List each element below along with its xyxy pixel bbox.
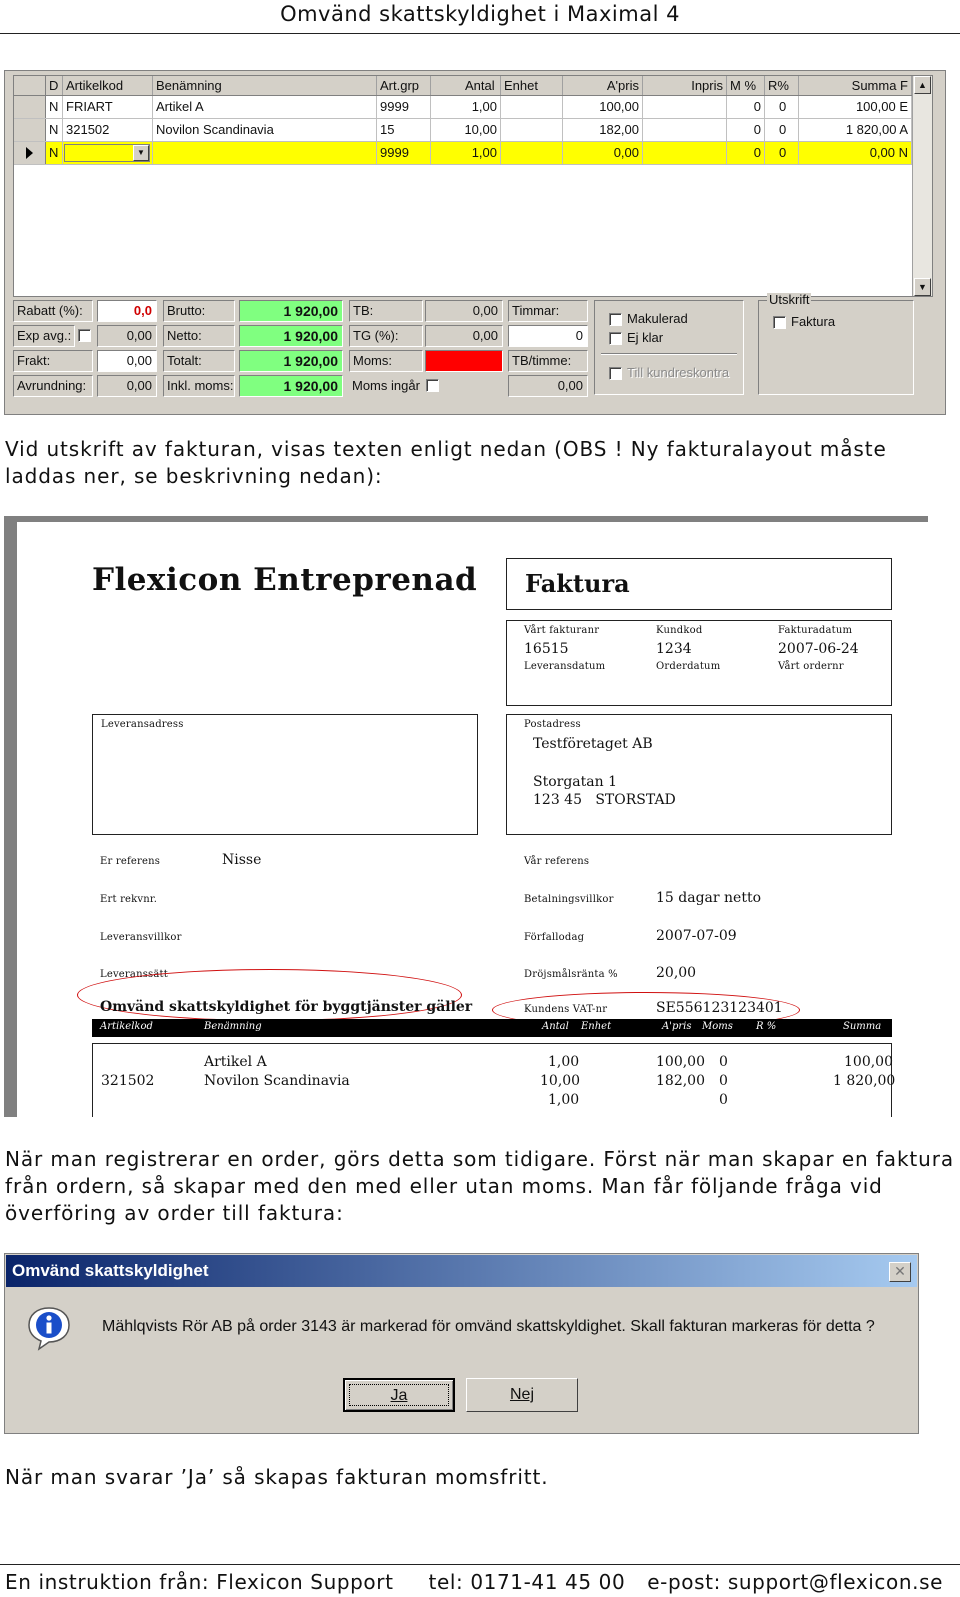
tb-label: TB:	[349, 300, 423, 322]
chevron-down-icon[interactable]: ▼	[133, 145, 149, 161]
order-window-screenshot	[4, 70, 946, 415]
col-antal[interactable]: Antal	[431, 76, 501, 95]
invoice-title: Faktura	[525, 569, 630, 598]
tbtimme-label: TB/timme:	[508, 350, 588, 372]
footer-email[interactable]: e-post: support@flexicon.se	[647, 1570, 943, 1594]
grid-row[interactable]: N FRIART Artikel A 9999 1,00 100,00 0 0 100,00 E	[14, 96, 912, 119]
tb-value: 0,00	[425, 300, 503, 322]
totalt-label: Totalt:	[163, 350, 235, 372]
address-street: Storgatan 1	[533, 774, 617, 790]
invoice-date: 2007-06-24	[778, 641, 859, 657]
drojsmalsranta: 20,00	[656, 965, 697, 981]
customer-code: 1234	[656, 641, 692, 657]
footer-phone: tel: 0171-41 45 00	[428, 1570, 626, 1594]
ejklar-label: Ej klar	[627, 330, 664, 345]
dialog-message: Mählqvists Rör AB på order 3143 är markerad för omvänd skattskyldighet. Skall fakturan markeras för detta ?	[102, 1318, 875, 1335]
page-title: Omvänd skattskyldighet i Maximal 4	[0, 0, 960, 34]
netto-label: Netto:	[163, 325, 235, 347]
betalningsvillkor: 15 dagar netto	[656, 890, 762, 906]
expavg-label: Exp avg.:	[13, 325, 75, 347]
paragraph-1: Vid utskrift av fakturan, visas texten enligt nedan (OBS ! Ny fakturalayout måste laddas ner, se beskrivning nedan):	[5, 437, 887, 488]
col-summa[interactable]: Summa F	[799, 76, 912, 95]
tg-label: TG (%):	[349, 325, 423, 347]
status-group	[594, 300, 744, 395]
invoice-columns-bar: Artikelkod Benämning Antal Enhet A'pris Moms R % Summa	[92, 1019, 892, 1037]
netto-value: 1 920,00	[239, 325, 343, 347]
momsingar-checkbox[interactable]	[426, 379, 439, 392]
scroll-down-icon[interactable]: ▼	[914, 278, 931, 296]
tbtimme-value: 0,00	[508, 375, 588, 397]
timmar-label: Timmar:	[508, 300, 588, 322]
avrundning-label: Avrundning:	[13, 375, 93, 397]
omvand-notice: Omvänd skattskyldighet för byggtjänster gäller	[100, 999, 473, 1015]
paragraph-3: När man svarar ’Ja’ så skapas fakturan momsfritt.	[5, 1465, 549, 1489]
expavg-checkbox[interactable]	[78, 329, 91, 342]
dialog-titlebar[interactable]	[6, 1255, 917, 1287]
expavg-field: 0,00	[97, 325, 157, 347]
col-apris[interactable]: A'pris	[563, 76, 643, 95]
footer-divider	[0, 1564, 960, 1565]
grid-row[interactable]: N 321502 Novilon Scandinavia 15 10,00 182,00 0 0 1 820,00 A	[14, 119, 912, 142]
er-referens: Nisse	[222, 852, 262, 868]
forfallodag: 2007-07-09	[656, 928, 737, 944]
faktura-label: Faktura	[791, 314, 836, 329]
col-artikelkod[interactable]: Artikelkod	[63, 76, 153, 95]
order-rows-grid[interactable]	[13, 75, 933, 297]
rabatt-field[interactable]: 0,0	[97, 300, 157, 322]
invoice-title-box	[506, 558, 892, 610]
no-button[interactable]: Nej	[466, 1378, 578, 1412]
avrundning-field: 0,00	[97, 375, 157, 397]
col-r[interactable]: R%	[765, 76, 799, 95]
paragraph-2: När man registrerar en order, görs detta som tidigare. Först när man skapar en faktura från ordern, så skapar med den med eller utan moms. Man får följande fråga vid överföring av order till faktura:	[5, 1147, 955, 1225]
dialog-title: Omvänd skattskyldighet	[12, 1261, 209, 1280]
moms-label: Moms:	[349, 350, 423, 372]
page-footer	[5, 1570, 943, 1594]
momsingar-label: Moms ingår	[352, 378, 420, 393]
address-city: 123 45 STORSTAD	[533, 792, 676, 808]
col-enhet[interactable]: Enhet	[501, 76, 563, 95]
utskrift-group	[758, 292, 914, 395]
address-name: Testföretaget AB	[533, 736, 653, 752]
vat-number: SE556123123401	[656, 1000, 783, 1016]
ejklar-checkbox[interactable]	[609, 332, 622, 345]
footer-source: En instruktion från: Flexicon Support	[5, 1570, 394, 1594]
grid-scrollbar[interactable]	[912, 76, 932, 296]
invoice-info-box: Vårt fakturanr 16515 Leveransdatum Kundkod 1234 Orderdatum Fakturadatum 2007-06-24 Vårt ordernr	[506, 620, 892, 706]
rabatt-label: Rabatt (%):	[13, 300, 93, 322]
company-name: Flexicon Entreprenad	[92, 562, 478, 598]
frakt-field[interactable]: 0,00	[97, 350, 157, 372]
timmar-field[interactable]: 0	[508, 325, 588, 347]
utskrift-title: Utskrift	[769, 292, 810, 307]
grid-header	[14, 76, 912, 96]
grid-row-selected[interactable]: N ▼ 9999 1,00 0,00 0 0 0,00 N	[14, 142, 912, 165]
artikelkod-combo[interactable]	[64, 144, 150, 162]
row-pointer-icon	[14, 142, 46, 164]
kundreskontra-label: Till kundreskontra	[627, 365, 730, 380]
col-artgrp[interactable]: Art.grp	[377, 76, 431, 95]
delivery-address-box: Leveransadress	[92, 714, 478, 835]
faktura-checkbox[interactable]	[773, 316, 786, 329]
makulerad-label: Makulerad	[627, 311, 688, 326]
brutto-label: Brutto:	[163, 300, 235, 322]
col-m[interactable]: M %	[727, 76, 765, 95]
invoice-number: 16515	[524, 641, 569, 657]
close-icon[interactable]: ✕	[889, 1262, 911, 1282]
inklmoms-label: Inkl. moms:	[163, 375, 235, 397]
kundreskontra-checkbox[interactable]	[609, 367, 622, 380]
scroll-up-icon[interactable]: ▲	[914, 76, 931, 94]
totalt-value: 1 920,00	[239, 350, 343, 372]
yes-button[interactable]: Ja	[343, 1378, 455, 1412]
col-inpris[interactable]: Inpris	[643, 76, 727, 95]
brutto-value: 1 920,00	[239, 300, 343, 322]
info-icon	[25, 1304, 73, 1352]
col-d[interactable]: D	[46, 76, 63, 95]
confirm-dialog	[4, 1253, 919, 1434]
col-benamning[interactable]: Benämning	[153, 76, 377, 95]
tg-value: 0,00	[425, 325, 503, 347]
postal-address-box: Postadress Testföretaget AB Storgatan 1 123 45 STORSTAD	[506, 714, 892, 835]
makulerad-checkbox[interactable]	[609, 313, 622, 326]
invoice-lines-box: Artikel A 1,00 100,00 0 100,00 321502 Novilon Scandinavia 10,00 182,00 0 1 820,00 1,00 0	[92, 1043, 892, 1117]
invoice-print-screenshot: Flexicon Entreprenad Faktura Vårt fakturanr 16515 Leveransdatum Kundkod 1234 Orderdatum Fakturadatum 2007-06-24 Vårt ordernr Leveransadress Postadress Testföretaget AB Storgatan 1 123 45 STORSTAD Er referens Nisse Vår referens Ert rekvnr. Betalningsvillkor 15 dagar netto Leveransvillkor Förfallodag 2007-07-09 Leveranssätt Dröjsmålsränta % 20,00 Omvänd skattskyldighet för byggtjänster gäller Kundens VAT-nr SE556123123401 Artikelkod Benämning Antal Enhet A'pris Moms R % Summa Artikel A 1,00 100,00 0 100,00 321502 Novilon Scandinavia 10,00 182,00 0 1 820,00 1,00 0	[4, 516, 928, 1117]
moms-value	[425, 350, 503, 372]
inklmoms-value: 1 920,00	[239, 375, 343, 397]
frakt-label: Frakt:	[13, 350, 93, 372]
